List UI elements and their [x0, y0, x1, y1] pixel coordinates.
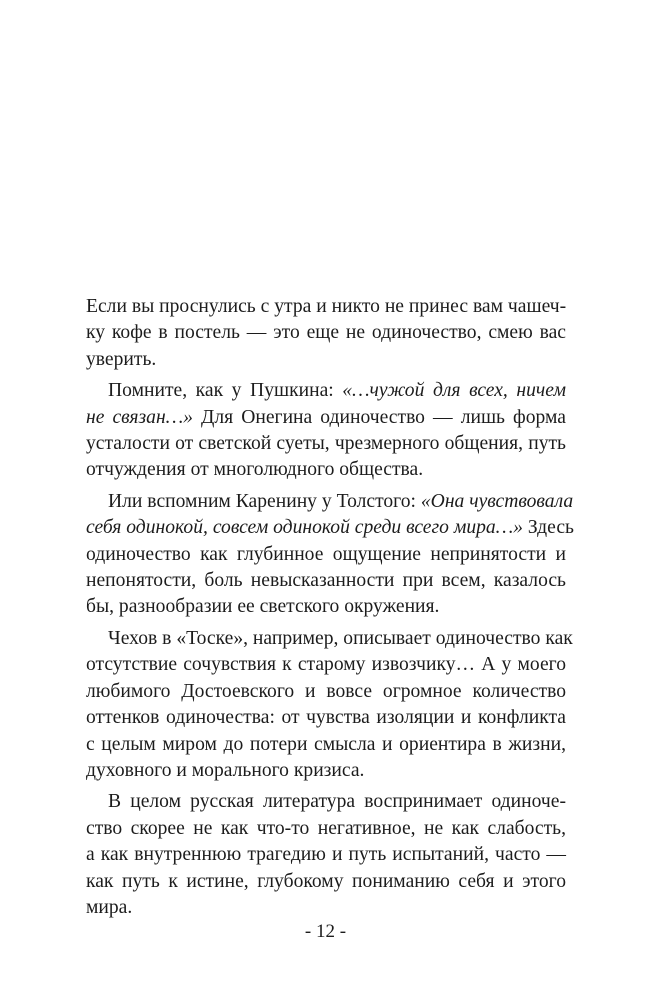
text-line: [86, 378, 566, 404]
paragraph: [86, 789, 566, 921]
italic-quote: себя одинокой, совсем одинокой среди всего мира…»: [86, 517, 523, 539]
text-line: [86, 594, 566, 620]
text-line: [86, 679, 566, 705]
paragraph: [86, 626, 573, 784]
text-line: [86, 842, 566, 868]
text-run: а как внутреннюю трагедию и путь испытаний, часто —: [86, 844, 566, 866]
text-run: Здесь: [522, 517, 574, 539]
text-line: [86, 294, 566, 320]
text-line: [86, 758, 566, 784]
text-line: [86, 895, 566, 921]
text-run: Помните, как у Пушкина:: [108, 380, 343, 402]
text-run: непонятости, боль невысказанности при всем, казалось: [86, 570, 566, 592]
text-run: как путь к истине, глубокому пониманию себя и этого: [86, 870, 566, 892]
text-line: [86, 732, 566, 758]
text-line: [86, 489, 574, 515]
text-run: В целом русская литература воспринимает одиноче-: [108, 791, 566, 813]
body-text: [86, 294, 574, 921]
text-line: [86, 542, 566, 568]
text-line: [86, 515, 574, 541]
text-run: духовного и морального кризиса.: [86, 759, 365, 781]
text-line: [86, 347, 566, 373]
text-line: [86, 457, 566, 483]
text-run: с целым миром до потери смысла и ориентира в жизни,: [86, 733, 566, 755]
paragraph: [86, 294, 566, 373]
paragraph: [86, 378, 566, 484]
text-run: отчуждения от многолюдного общества.: [86, 459, 424, 481]
text-run: отсутствие сочувствия к старому извозчику… А у моего: [86, 654, 566, 676]
text-run: мира.: [86, 896, 133, 918]
text-line: [86, 626, 573, 652]
text-line: [86, 869, 566, 895]
text-run: любимого Достоевского и вовсе огромное количество: [86, 680, 566, 702]
text-run: одиночество как глубинное ощущение непринятости и: [86, 543, 566, 565]
text-run: Чехов в «Тоске», например, описывает одиночество как: [108, 627, 573, 649]
italic-quote: не связан…»: [86, 406, 193, 428]
text-run: бы, разнообразии ее светского окружения.: [86, 596, 440, 618]
text-line: [86, 568, 566, 594]
text-run: усталости от светской суеты, чрезмерного общения, путь: [86, 433, 566, 455]
text-line: [86, 320, 566, 346]
text-run: Для Онегина одиночество — лишь форма: [192, 406, 567, 428]
text-line: [86, 405, 566, 431]
text-run: Если вы проснулись с утра и никто не принес вам чашеч-: [86, 296, 567, 317]
text-line: [86, 652, 566, 678]
page-number: - 12 -: [304, 921, 347, 942]
text-line: [86, 816, 566, 842]
text-run: ку кофе в постель — это еще не одиночество, смею вас: [86, 322, 566, 344]
text-run: ство скорее не как что-то негативное, не как слабость,: [86, 817, 566, 839]
text-run: уверить.: [86, 348, 157, 370]
paragraph: [86, 489, 574, 621]
italic-quote: «…чужой для всех, ничем: [342, 380, 566, 402]
text-line: [86, 705, 566, 731]
text-line: [86, 789, 566, 815]
text-run: оттенков одиночества: от чувства изоляции и конфликта: [86, 707, 566, 729]
italic-quote: «Она чувствовала: [420, 490, 574, 512]
text-line: [86, 431, 566, 457]
text-run: Или вспомним Каренину у Толстого:: [108, 490, 421, 512]
